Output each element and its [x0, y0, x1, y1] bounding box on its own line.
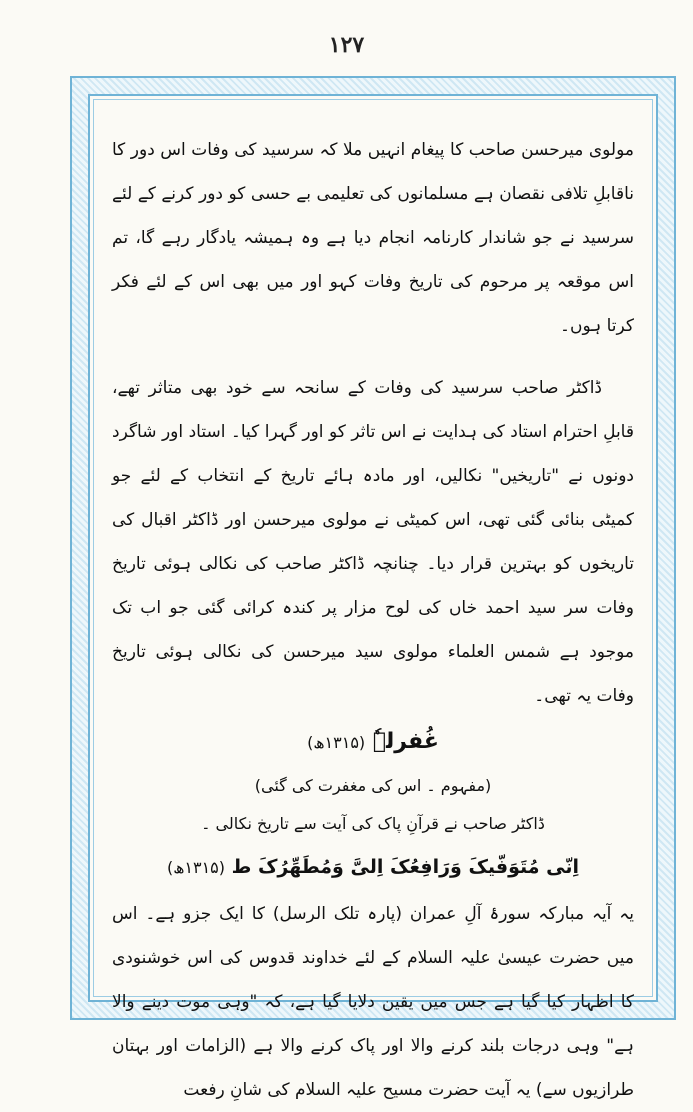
verse-year: (۱۳۱۵ھ) — [166, 858, 225, 877]
body-text — [112, 128, 634, 1112]
text-panel — [88, 94, 658, 1100]
closing-paragraph: یہ آیہ مبارکہ سورۂ آلِ عمران (پارہ تلک الرسل) کا ایک جزو ہے۔ اس میں حضرت عیسیٰ علیہ السلام کے لئے خداوند قدوس کی اس خوشنودی کا اظہار کیا گیا ہے جس میں یقین دلایا گیا ہے، کہ "وہی موت دینے والا ہے" وہی درجات بلند کرنے والا اور پاک کرنے والا ہے (الزامات اور بہتان طرازیوں سے) یہ آیت حضرت مسیح علیہ السلام کی شانِ رفعت — [112, 904, 634, 1100]
quran-intro: ڈاکٹر صاحب نے قرآنِ پاک کی آیت سے تاریخ نکالی ۔ — [201, 814, 545, 833]
chronogram-year: (۱۳۱۵ھ) — [307, 733, 366, 752]
chronogram-meaning: (مفہوم ۔ اس کی مغفرت کی گئی) — [254, 776, 492, 795]
quranic-verse — [112, 843, 634, 892]
paragraph-2: ڈاکٹر صاحب سرسید کی وفات کے سانحہ سے خود بھی متاثر تھے، قابلِ احترام استاد کی ہدایت نے اس تاثر کو اور گہرا کیا۔ استاد اور شاگرد دونوں نے "تاریخیں" نکالیں، اور مادہ ہائے تاریخ کے انتخاب کے لئے جو کمیٹی بنائی گئی تھی، اس کمیٹی نے مولوی میرحسن اور ڈاکٹر اقبال کی تاریخوں کو بہترین قرار دیا۔ چنانچہ ڈاکٹر صاحب کی نکالی ہوئی تاریخ وفات سر سید احمد خاں کی لوح مزار پر کندہ کرائی گئی جو اب تک موجود ہے شمس العلماء مولوی سید میرحسن کی نکالی ہوئی تاریخ وفات یہ تھی۔ — [112, 378, 634, 706]
page-number: ۱۲۷ — [328, 32, 365, 58]
chronogram-text: غُفرلہٗ — [372, 729, 439, 754]
decorative-border — [70, 76, 676, 1100]
paragraph-1: مولوی میرحسن صاحب کا پیغام انہیں ملا کہ سرسید کی وفات اس دور کا ناقابلِ تلافی نقصان ہے مسلمانوں کی تعلیمی بے حسی کو دور کرنے کے لئے سرسید نے جو شاندار کارنامہ انجام دیا ہے وہ ہمیشہ یادگار رہے گا، تم اس موقعہ پر مرحوم کی تاریخ وفات کہو اور میں بھی اس کے لئے فکر کرتا ہوں۔ — [112, 140, 634, 336]
verse-text: اِنّی مُتَوَفّیکَ وَرَافِعُکَ اِلیَّ وَمُطَهِّرُکَ ط — [231, 856, 580, 878]
chronogram — [112, 718, 634, 767]
